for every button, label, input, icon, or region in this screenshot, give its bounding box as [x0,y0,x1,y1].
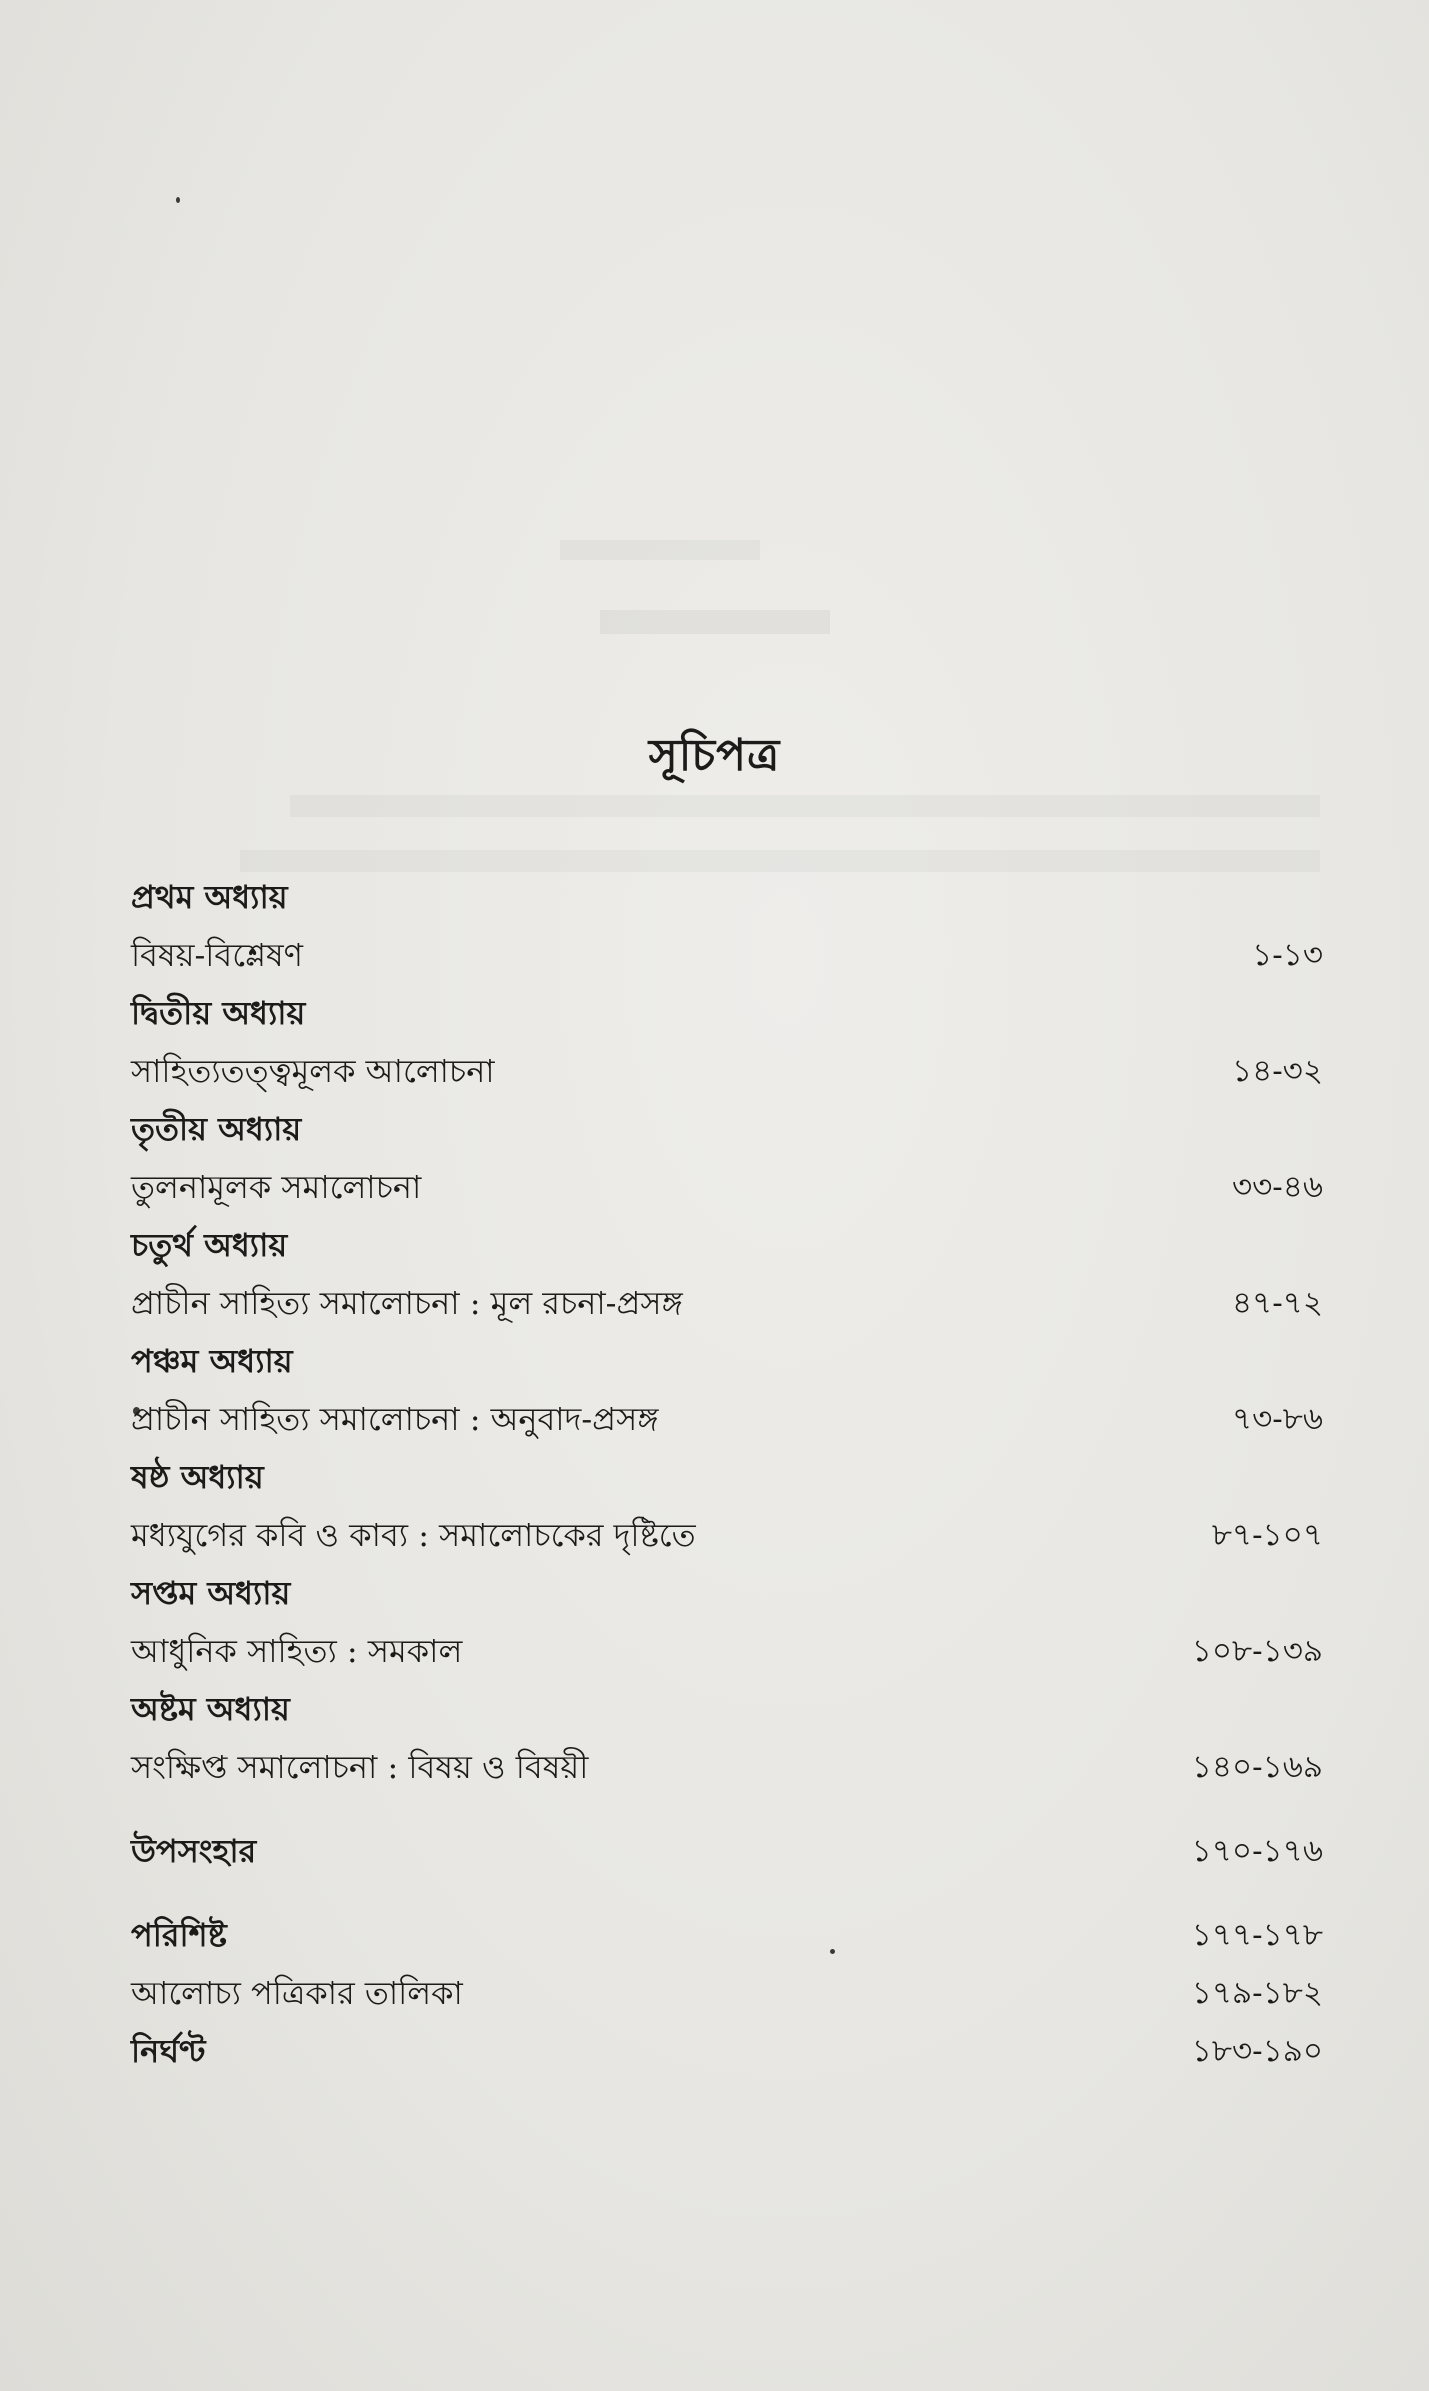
entry-title: পরিশিষ্ট [131,1916,227,1954]
toc-entry [131,1392,1323,1450]
toc-entry [131,1044,1323,1102]
page-range: ১৪০-১৬৯ [1191,1749,1323,1785]
page-range: ১৭৭-১৭৮ [1191,1917,1323,1953]
chapter-heading [131,1682,1323,1740]
entry-title: নির্ঘণ্ট [131,2032,206,2070]
chapter-label: ষষ্ঠ অধ্যায় [131,1458,264,1496]
page-title: সূচিপত্র [648,730,781,781]
toc-chapter-6 [131,1450,1323,1566]
bleed-through-mark [560,540,760,560]
toc-chapter-2 [131,986,1323,1102]
bleed-through-mark [240,850,1320,872]
toc-entry [131,1276,1323,1334]
toc-chapter-3 [131,1102,1323,1218]
bleed-through-mark [290,795,1320,817]
entry-title: আধুনিক সাহিত্য : সমকাল [131,1632,463,1670]
chapter-heading [131,986,1323,1044]
page-range: ১০৮-১৩৯ [1191,1633,1323,1669]
toc-chapter-5 [131,1334,1323,1450]
page-range: ১৮৩-১৯০ [1191,2033,1323,2069]
chapter-heading [131,1334,1323,1392]
page-range: ৩৩-৪৬ [1231,1169,1323,1205]
toc-chapter-8 [131,1682,1323,1798]
entry-title: প্রাচীন সাহিত্য সমালোচনা : মূল রচনা-প্রসঙ্গ [131,1284,683,1322]
toc-entry-appendix [131,1908,1323,1966]
page-range: ১-১৩ [1252,937,1323,973]
toc-entry-index [131,2024,1323,2082]
page-range: ১৭০-১৭৬ [1191,1833,1323,1869]
page-range: ১৭৯-১৮২ [1191,1975,1323,2011]
page-range: ১৪-৩২ [1231,1053,1323,1089]
table-of-contents [131,870,1323,2082]
entry-title: আলোচ্য পত্রিকার তালিকা [131,1974,463,2012]
page-range: ৭৩-৮৬ [1231,1401,1323,1437]
page-range: ৮৭-১০৭ [1211,1517,1323,1553]
paper-speck [176,197,180,203]
chapter-heading [131,1566,1323,1624]
entry-title: প্রাচীন সাহিত্য সমালোচনা : অনুবাদ-প্রসঙ্গ [131,1400,659,1438]
toc-chapter-1 [131,870,1323,986]
chapter-label: চতুর্থ অধ্যায় [131,1226,288,1264]
chapter-label: তৃতীয় অধ্যায় [131,1110,302,1148]
chapter-heading [131,870,1323,928]
toc-entry [131,1624,1323,1682]
chapter-label: অষ্টম অধ্যায় [131,1690,290,1728]
toc-entry-conclusion [131,1824,1323,1882]
toc-entry [131,1160,1323,1218]
chapter-heading [131,1218,1323,1276]
chapter-heading [131,1102,1323,1160]
chapter-label: পঞ্চম অধ্যায় [131,1342,293,1380]
page-range: ৪৭-৭২ [1231,1285,1323,1321]
toc-entry [131,1740,1323,1798]
toc-chapter-7 [131,1566,1323,1682]
entry-title: সংক্ষিপ্ত সমালোচনা : বিষয় ও বিষয়ী [131,1748,589,1786]
entry-title: মধ্যযুগের কবি ও কাব্য : সমালোচকের দৃষ্টিতে [131,1516,696,1554]
toc-entry-periodicals-list [131,1966,1323,2024]
entry-title: উপসংহার [131,1832,257,1870]
toc-chapter-4 [131,1218,1323,1334]
entry-title: তুলনামূলক সমালোচনা [131,1168,422,1206]
entry-title: বিষয়-বিশ্লেষণ [131,936,303,974]
toc-entry [131,928,1323,986]
chapter-label: সপ্তম অধ্যায় [131,1574,291,1612]
chapter-label: প্রথম অধ্যায় [131,878,288,916]
chapter-heading [131,1450,1323,1508]
entry-title: সাহিত্যতত্ত্বমূলক আলোচনা [131,1052,495,1090]
toc-entry [131,1508,1323,1566]
chapter-label: দ্বিতীয় অধ্যায় [131,994,306,1032]
bleed-through-mark [600,610,830,634]
